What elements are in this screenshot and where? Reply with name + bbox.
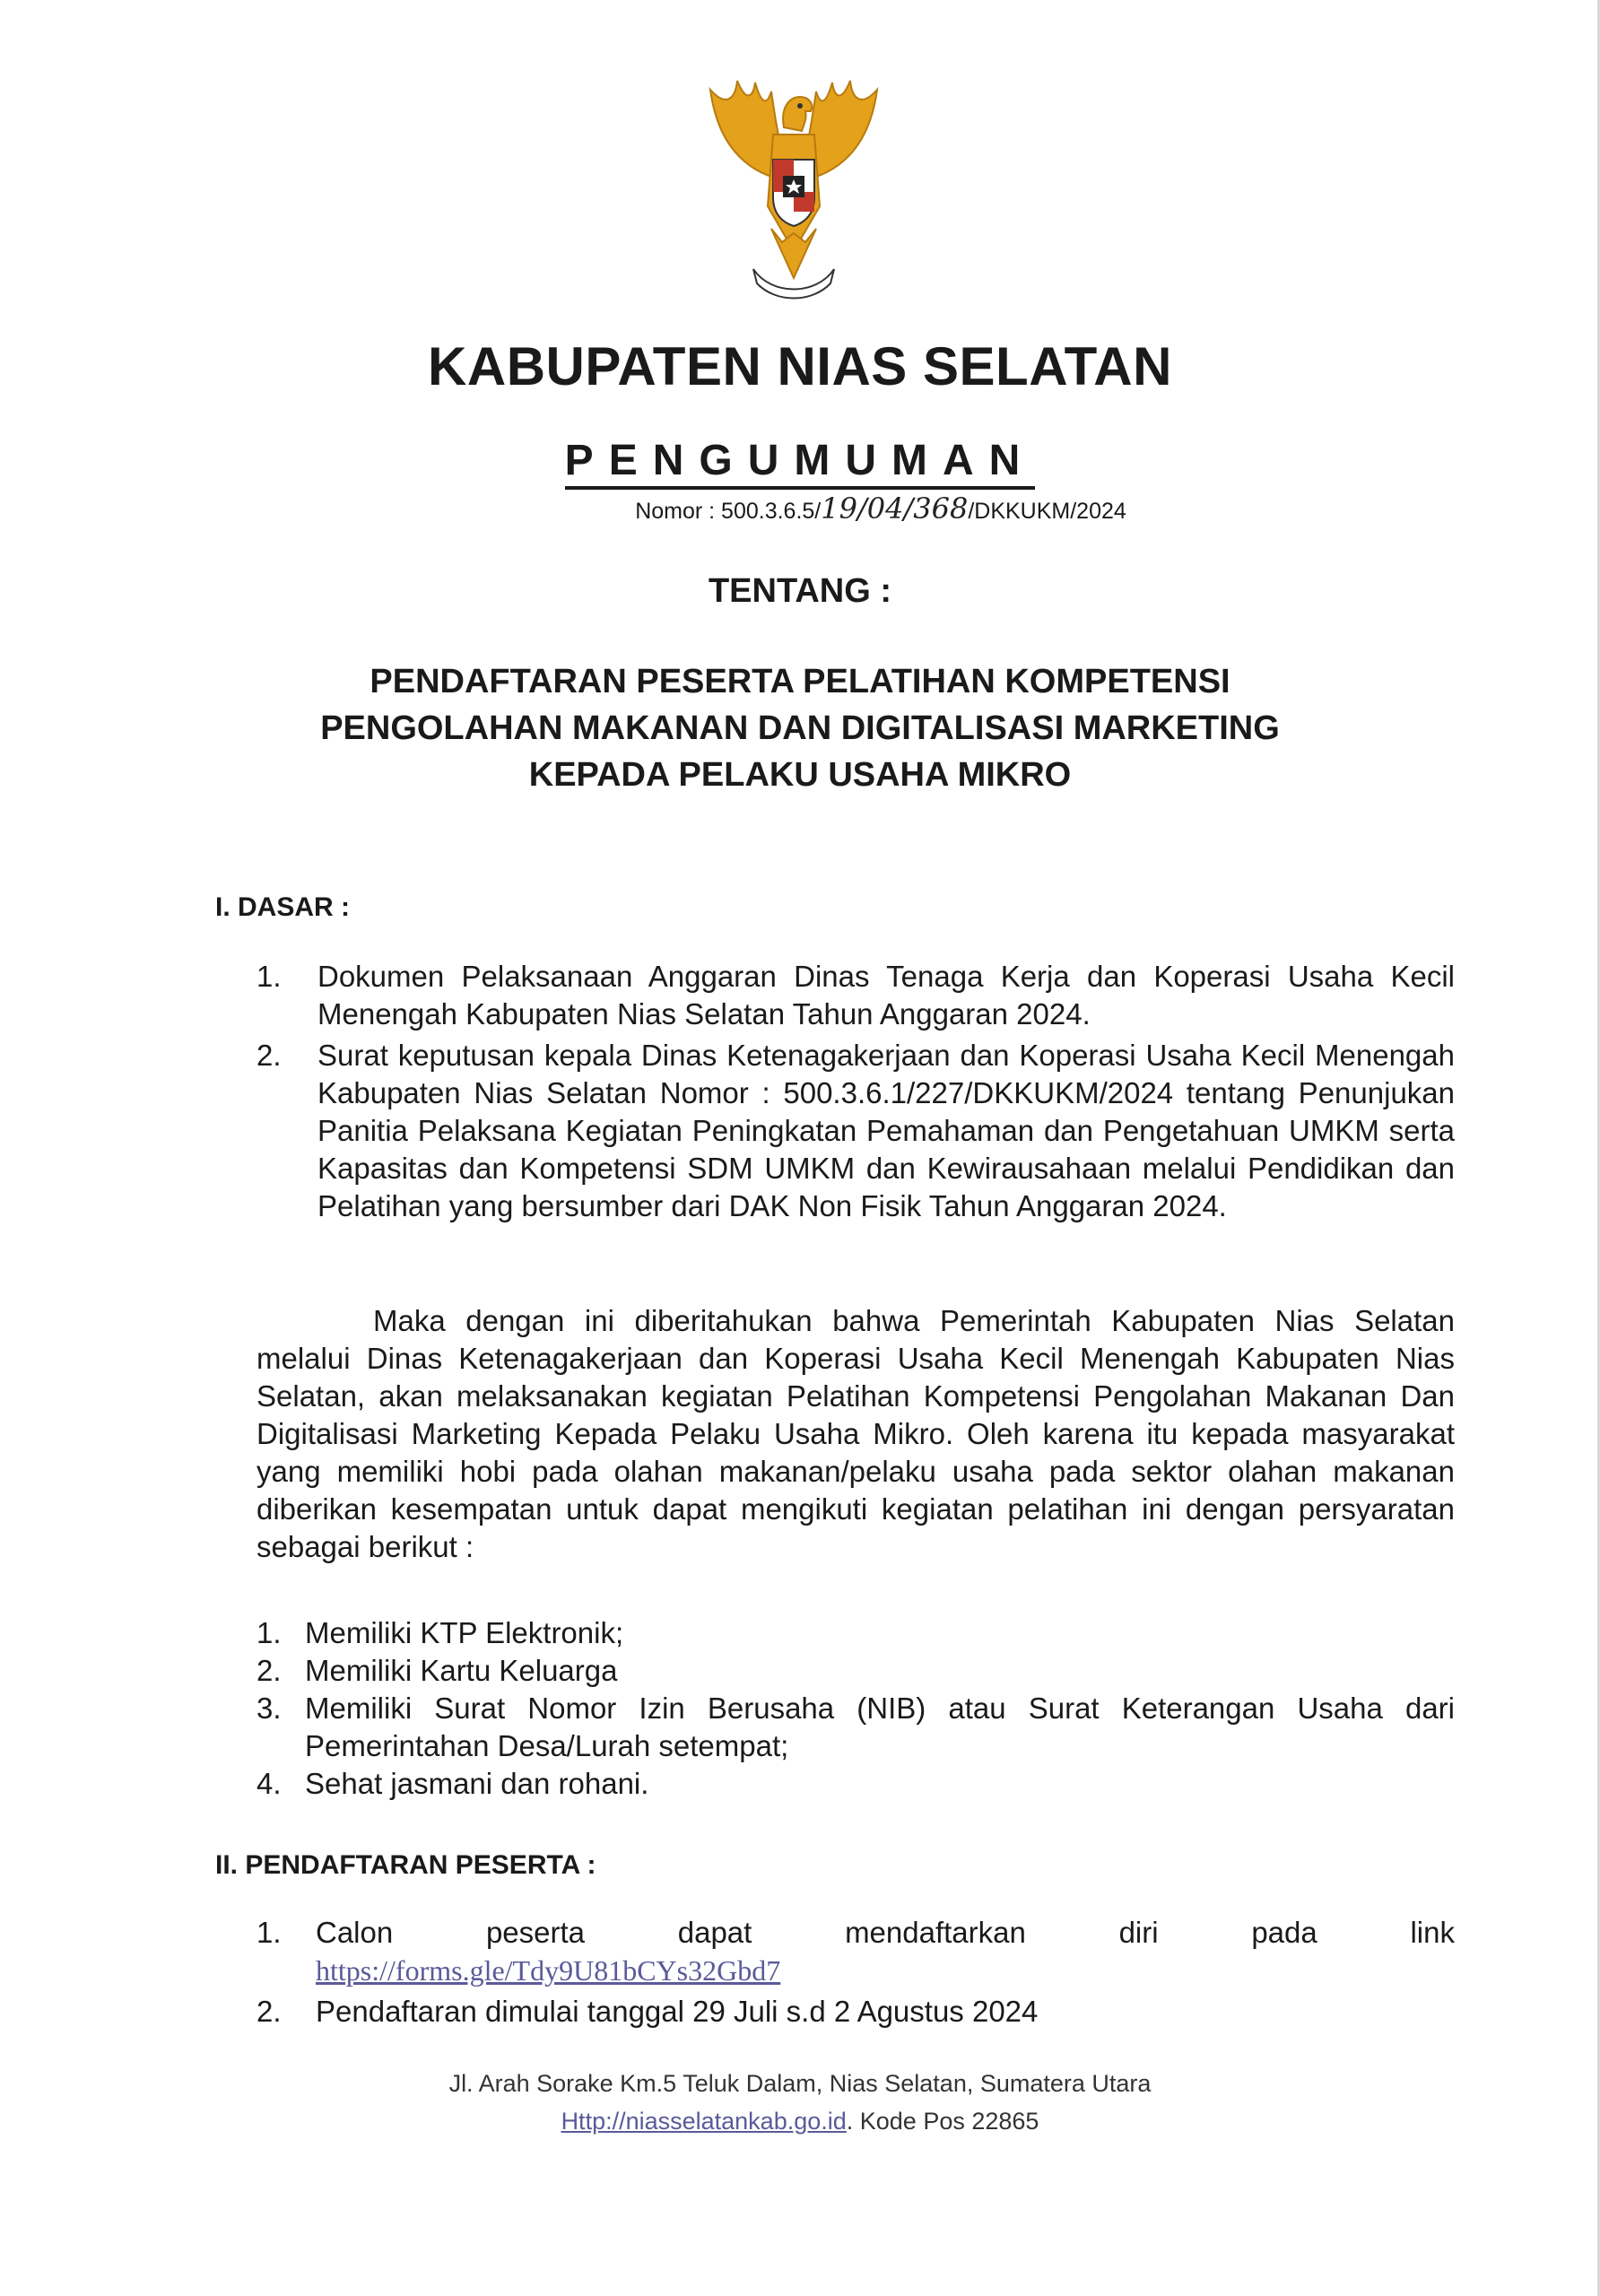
website-link[interactable]: Http://niasselatankab.go.id bbox=[561, 2108, 847, 2135]
about-label: TENTANG : bbox=[708, 572, 892, 610]
list-item: 2. Surat keputusan kepala Dinas Ketenagakerjaan dan Koperasi Usaha Kecil Menengah Kabupaten Nias Selatan Nomor : 500.3.6.1/227/DKKUKM/2024 tentang Penunjukan Panitia Pelaksana Kegiatan Peningkatan Pemahaman dan Pengetahuan UMKM serta Kapasitas dan Kompetensi SDM UMKM dan Kewirausahaan melalui Pendidikan dan Pelatihan yang bersumber dari DAK Non Fisik Tahun Anggaran 2024. bbox=[257, 1039, 1455, 1222]
section-heading-registration: II. PENDAFTARAN PESERTA : bbox=[215, 1850, 596, 1880]
list-item: 2. Pendaftaran dimulai tanggal 29 Juli s.d 2 Agustus 2024 bbox=[257, 1995, 1039, 2028]
registration-line: Calon peserta dapat mendaftarkan diri pada link bbox=[316, 1916, 1455, 1949]
regency-name: KABUPATEN NIAS SELATAN bbox=[428, 336, 1172, 396]
list-item: 3. Memiliki Surat Nomor Izin Berusaha (NIB) atau Surat Keterangan Usaha dari Pemerintahan Desa/Lurah setempat; bbox=[257, 1692, 1455, 1762]
requirements-list bbox=[257, 1614, 1455, 1803]
announcement-title: PENGUMUMAN bbox=[0, 436, 1600, 485]
list-item: 1. Memiliki KTP Elektronik; bbox=[257, 1616, 624, 1649]
footer-address: Jl. Arah Sorake Km.5 Teluk Dalam, Nias Selatan, Sumatera Utara bbox=[448, 2070, 1152, 2097]
list-item: 1. Dokumen Pelaksanaan Anggaran Dinas Tenaga Kerja dan Koperasi Usaha Kecil Menengah Kabupaten Nias Selatan Tahun Anggaran 2024. bbox=[257, 960, 1455, 1031]
handwritten-number: 19/04/368 bbox=[821, 491, 969, 526]
section-heading-dasar: I. DASAR : bbox=[215, 892, 350, 922]
registration-list bbox=[257, 1914, 1455, 2031]
registration-form-link[interactable]: https://forms.gle/Tdy9U81bCYs32Gbd7 bbox=[316, 1954, 781, 1987]
garuda-emblem-icon bbox=[691, 72, 897, 314]
dasar-list bbox=[257, 958, 1455, 1229]
list-item: 1. Calon peserta dapat mendaftarkan diri pada link https://forms.gle/Tdy9U81bCYs32Gbd7 bbox=[257, 1916, 1455, 1987]
list-item: 4. Sehat jasmani dan rohani. bbox=[257, 1767, 649, 1800]
body-paragraph: Maka dengan ini diberitahukan bahwa Pemerintah Kabupaten Nias Selatan melalui Dinas Ketenagakerjaan dan Koperasi Usaha Kecil Menengah Kabupaten Nias Selatan, akan melaksanakan kegiatan Pelatihan Kompetensi Pengolahan Makanan Dan Digitalisasi Marketing Kepada Pelaku Usaha Mikro. Oleh karena itu kepada masyarakat yang memiliki hobi pada olahan makanan/pelaku usaha pada sektor olahan makanan diberikan kesempatan untuk dapat mengikuti kegiatan pelatihan ini dengan persyaratan sebagai berikut : bbox=[257, 1304, 1455, 1563]
letter-number: Nomor : 500.3.6.5/19/04/368/DKKUKM/2024 bbox=[635, 491, 1126, 526]
announcement-subject: PENDAFTARAN PESERTA PELATIHAN KOMPETENSI PENGOLAHAN MAKANAN DAN DIGITALISASI MARKETING KEPADA PELAKU USAHA MIKRO bbox=[320, 663, 1280, 794]
footer-contact: Http://niasselatankab.go.id. Kode Pos 22865 bbox=[561, 2108, 1039, 2135]
list-item: 2. Memiliki Kartu Keluarga bbox=[257, 1654, 618, 1687]
